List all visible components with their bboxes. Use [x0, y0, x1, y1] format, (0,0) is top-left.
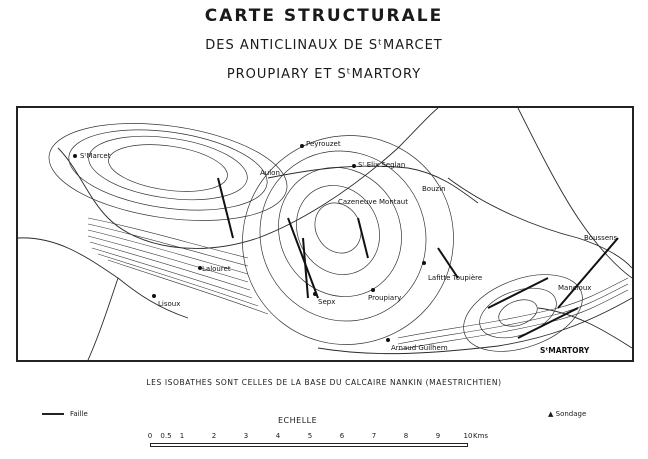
scale-units: Kms — [473, 432, 489, 440]
place-peyrouzet: Peyrouzet — [306, 140, 341, 148]
flank-isobath — [98, 254, 258, 306]
scale-tick: 2 — [211, 432, 217, 440]
scale-tick: 9 — [435, 432, 441, 440]
river-line — [538, 308, 632, 348]
place-stmarcet: SᵗMarcet — [80, 152, 111, 160]
place-proupiary: Proupiary — [368, 294, 402, 302]
place-lisoux: Lisoux — [158, 300, 181, 308]
river-line — [518, 108, 632, 278]
drill-marker — [73, 154, 77, 158]
place-stmartory: SᵗMARTORY — [540, 346, 590, 355]
fault-line — [488, 278, 548, 308]
isobath-contour — [106, 138, 231, 198]
legend-drill-label: Sondage — [555, 410, 587, 418]
river-line — [88, 278, 118, 360]
map-frame — [16, 106, 634, 362]
scale-bar — [150, 443, 468, 447]
map-subtitle-1: DES ANTICLINAUX DE SᵗMARCET — [205, 38, 443, 53]
flank-isobath — [398, 278, 628, 338]
place-lalouret: Lalouret — [202, 265, 231, 273]
flank-isobath — [108, 260, 268, 314]
drill-marker — [152, 294, 156, 298]
place-arnaud: Arnaud Guilhem — [391, 344, 448, 352]
isobath-contour — [204, 108, 492, 360]
place-boussens: Boussens — [584, 234, 618, 242]
scale-tick: 7 — [371, 432, 377, 440]
legend-drill — [548, 410, 586, 418]
flank-isobath — [88, 218, 248, 258]
isobath-contour — [43, 110, 293, 235]
fault-line — [288, 218, 318, 298]
place-stelix: Sᵗ Elix Seglan — [358, 161, 406, 169]
flank-isobath — [398, 290, 628, 350]
isobath-contour — [280, 170, 395, 290]
place-lafitte: Lafitte Toupière — [428, 274, 483, 282]
place-bouzin: Bouzin — [422, 185, 446, 193]
legend-fault — [42, 410, 88, 418]
scale-tick: 4 — [275, 432, 281, 440]
fault-line — [218, 178, 233, 238]
flank-isobath — [92, 248, 252, 298]
drill-marker — [300, 144, 304, 148]
scale-bar-group — [140, 428, 490, 458]
drill-marker — [352, 164, 356, 168]
map-caption: LES ISOBATHES SONT CELLES DE LA BASE DU CALCAIRE NANKIN (MAESTRICHTIEN) — [146, 378, 502, 387]
fault-symbol-icon — [42, 413, 64, 415]
isobath-contour — [255, 145, 425, 319]
scale-title: ECHELLE — [278, 416, 318, 425]
place-mancioux: Mancioux — [558, 284, 592, 292]
scale-tick: 0 — [147, 432, 153, 440]
place-cazeneuve: Cazeneuve Montaut — [338, 198, 408, 206]
fault-line — [518, 308, 578, 338]
map-subtitle-2: PROUPIARY ET SᵗMARTORY — [226, 67, 422, 82]
drill-marker — [422, 261, 426, 265]
isobath-contour — [64, 118, 273, 221]
river-line — [58, 108, 438, 248]
legend-fault-label: Faille — [70, 410, 88, 418]
flank-isobath — [88, 236, 248, 282]
drill-marker — [313, 292, 317, 296]
scale-tick: 6 — [339, 432, 345, 440]
place-sepx: Sepx — [318, 298, 336, 306]
flank-isobath — [398, 284, 628, 344]
scale-tick: 1 — [179, 432, 185, 440]
isobath-contour — [85, 127, 252, 209]
scale-tick: 5 — [307, 432, 313, 440]
map-title: CARTE STRUCTURALE — [204, 6, 444, 26]
flank-isobath — [88, 224, 248, 266]
drill-symbol-icon: ▲ — [548, 410, 554, 418]
scale-tick: 3 — [243, 432, 249, 440]
scale-tick: 8 — [403, 432, 409, 440]
scale-tick: 0.5 — [160, 432, 172, 440]
drill-marker — [371, 288, 375, 292]
drill-marker — [386, 338, 390, 342]
fault-line — [358, 218, 368, 258]
scale-tick: 10 — [463, 432, 473, 440]
place-aulon: Aulon — [260, 169, 280, 177]
